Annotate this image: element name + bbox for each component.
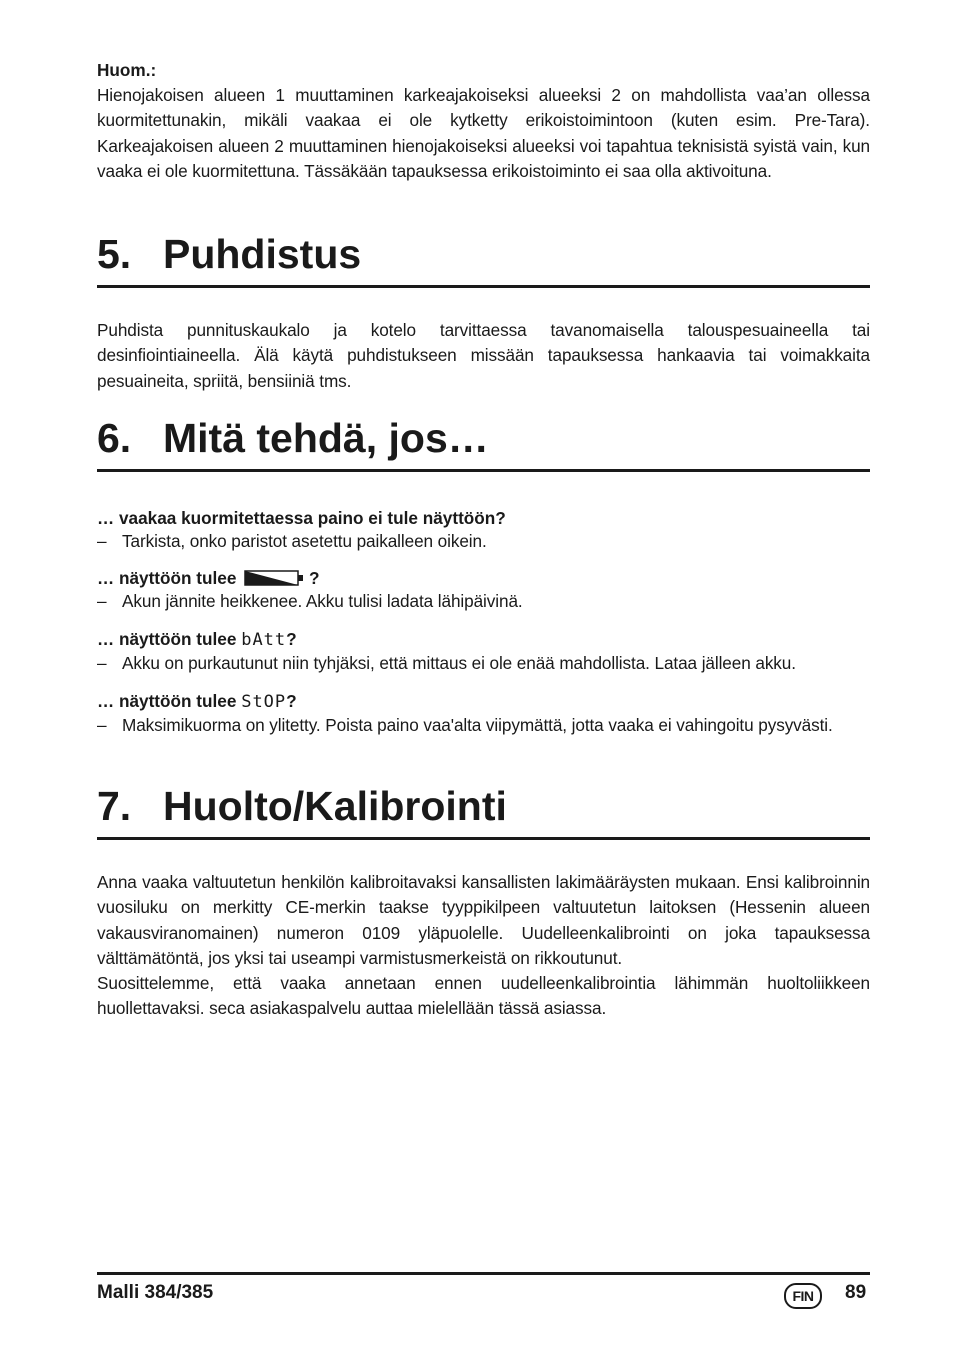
section-6-number: 6.: [97, 415, 132, 461]
section-6-title: Mitä tehdä, jos…: [163, 415, 489, 461]
question-suffix: ?: [308, 568, 320, 588]
troubleshoot-question: [97, 566, 870, 590]
troubleshoot-item: [97, 506, 870, 552]
troubleshoot-answer: [97, 590, 870, 612]
note-block: [97, 58, 870, 184]
section-5-body: [97, 318, 870, 394]
answer-text: Maksimikuorma on ylitetty. Poista paino vaa'alta viipymättä, jotta vaaka ei vahingoitu pysyvästi.: [122, 715, 833, 735]
question-suffix: ?: [286, 691, 297, 711]
troubleshoot-answer: [97, 652, 870, 674]
bullet-dash: –: [97, 715, 107, 735]
answer-text: Akku on purkautunut niin tyhjäksi, että mittaus ei ole enää mahdollista. Lataa jälleen akku.: [122, 653, 796, 673]
section-6-heading: [97, 413, 870, 472]
answer-text: Akun jännite heikkenee. Akku tulisi ladata lähipäivinä.: [122, 591, 523, 611]
troubleshoot-item: [97, 689, 870, 736]
answer-text: Tarkista, onko paristot asetettu paikalleen oikein.: [122, 531, 487, 551]
troubleshoot-answer: [97, 714, 870, 736]
section-5-text: Puhdista punnituskaukalo ja kotelo tarvittaessa tavanomaisella talouspesuaineella tai desinfiointiaineella. Älä käytä puhdistukseen missään tapauksessa hankaavia tai voimakkaita pesuaineita, spriitä, bensiiniä tms.: [97, 320, 870, 391]
battery-low-icon: [244, 570, 304, 586]
note-text: Hienojakoisen alueen 1 muuttaminen karkeajakoiseksi alueeksi 2 on mahdollista vaa’an ollessa kuormitettunakin, mikäli vaakaa ei ole kytketty erikoistoimintoon (kuten esim. Pre-Tara). Karkeajakoisen alueen 2 muuttaminen hienojakoiseksi alueeksi voi tapahtua teknisistä syistä vain, kun vaaka ei ole kuormitettuna. Tässäkään tapauksessa erikoistoiminto ei saa olla aktivoituna.: [97, 85, 870, 181]
footer-divider: [97, 1272, 870, 1275]
troubleshoot-question: [97, 689, 870, 714]
display-code-stop: StOP: [241, 692, 287, 712]
footer-model: Malli 384/385: [97, 1282, 214, 1303]
section-7-text: Anna vaaka valtuutetun henkilön kalibroitavaksi kansallisten lakimääräysten mukaan. Ensi kalibroinnin vuosiluku on merkitty CE-merkin taakse tyyppikilpeen valtuutetun laitoksen (Hessenin alueen vakausviranomainen) numeron 0109 yläpuolelle. Uudelleenkalibrointi on joka tapauksessa välttämätöntä, jos yksi tai useampi varmistusmerkeistä on rikkoutunut.: [97, 872, 870, 968]
section-7-number: 7.: [97, 783, 132, 829]
page-number: 89: [845, 1282, 867, 1303]
section-7-text-2: Suosittelemme, että vaaka annetaan ennen uudelleenkalibrointia lähimmän huoltoliikkeen huollettavaksi. seca asiakaspalvelu auttaa mielellään tässä asiassa.: [97, 973, 870, 1019]
question-prefix: … näyttöön tulee: [97, 629, 237, 649]
section-5-heading: [97, 229, 870, 288]
question-suffix: ?: [286, 629, 297, 649]
question-prefix: … näyttöön tulee: [97, 568, 237, 588]
language-badge: FIN: [784, 1283, 822, 1309]
bullet-dash: –: [97, 591, 107, 611]
bullet-dash: –: [97, 531, 107, 551]
troubleshoot-item: [97, 627, 870, 674]
display-code-batt: bAtt: [241, 630, 287, 650]
troubleshoot-question: [97, 627, 870, 652]
question-prefix: … näyttöön tulee: [97, 691, 237, 711]
section-5-number: 5.: [97, 231, 132, 277]
note-label: Huom.:: [97, 60, 157, 80]
bullet-dash: –: [97, 653, 107, 673]
troubleshoot-question: … vaakaa kuormitettaessa paino ei tule näyttöön?: [97, 508, 506, 528]
section-5-title: Puhdistus: [163, 231, 362, 277]
troubleshoot-answer: [97, 530, 870, 552]
troubleshoot-item: [97, 566, 870, 612]
section-7-title: Huolto/Kalibrointi: [163, 783, 507, 829]
section-7-body: [97, 870, 870, 1022]
section-7-heading: [97, 781, 870, 840]
